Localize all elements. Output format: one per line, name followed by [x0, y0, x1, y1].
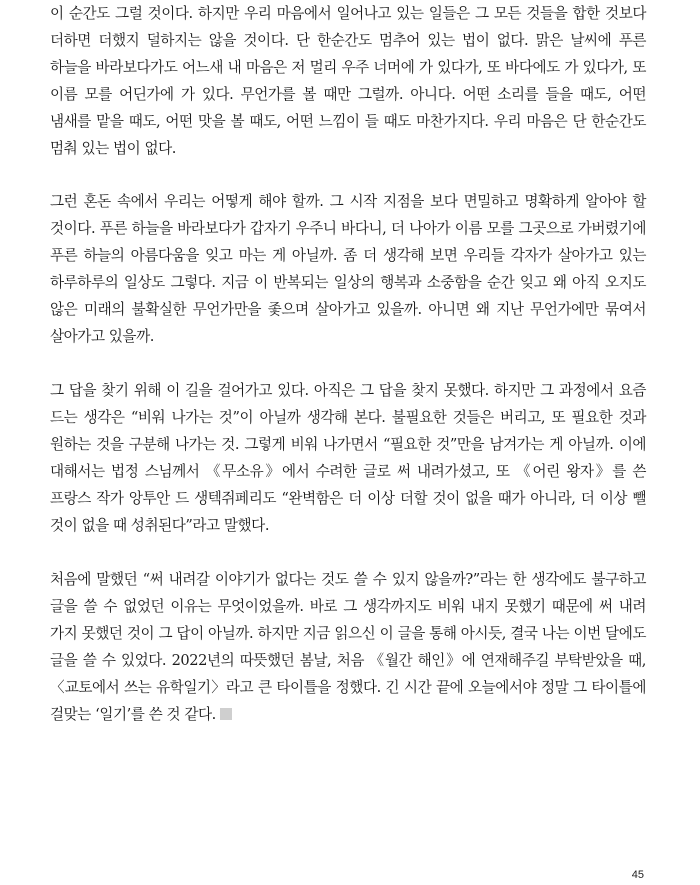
body-paragraph-4 — [50, 566, 646, 729]
body-paragraph-1: 이 순간도 그럴 것이다. 하지만 우리 마음에서 일어나고 있는 일들은 그 모든 것들을 합한 것보다 더하면 더했지 덜하지는 않을 것이다. 단 한순간도 멈추어 있는 법이 없다. 맑은 날씨에 푸른 하늘을 바라보다가도 어느새 내 마음은 저 멀리 우주 너머에 가 있다가, 또 바다에도 가 있다가, 또 이름 모를 어딘가에 가 있다. 무언가를 볼 때만 그럴까. 아니다. 어떤 소리를 들을 때도, 어떤 냄새를 맡을 때도, 어떤 맛을 볼 때도, 어떤 느낌이 들 때도 마찬가지다. 우리 마음은 단 한순간도 멈춰 있는 법이 없다. — [50, 5, 646, 158]
body-paragraph-2: 그런 혼돈 속에서 우리는 어떻게 해야 할까. 그 시작 지점을 보다 면밀하고 명확하게 알아야 할 것이다. 푸른 하늘을 바라보다가 갑자기 우주니 바다니, 더 나아가 이름 모를 그곳으로 가버렸기에 푸른 하늘의 아름다움을 잊고 마는 게 아닐까. 좀 더 생각해 보면 우리들 각자가 살아가고 있는 하루하루의 일상도 그렇다. 지금 이 반복되는 일상의 행복과 소중함을 순간 잊고 왜 아직 오지도 않은 미래의 불확실한 무언가만을 좇으며 살아가고 있을까. 아니면 왜 지난 무언가에만 묶여서 살아가고 있을까. — [50, 193, 646, 346]
end-of-article-mark — [220, 708, 232, 720]
body-paragraph-3: 그 답을 찾기 위해 이 길을 걸어가고 있다. 아직은 그 답을 찾지 못했다. 하지만 그 과정에서 요즘 드는 생각은 “비워 나가는 것”이 아닐까 생각해 본다. 불필요한 것들은 버리고, 또 필요한 것과 원하는 것을 구분해 나가는 것. 그렇게 비워 나가면서 “필요한 것”만을 남겨가는 게 아닐까. 이에 대해서는 법정 스님께서 《무소유》에서 수려한 글로 써 내려가셨고, 또 《어린 왕자》를 쓴 프랑스 작가 앙투안 드 생텍쥐페리도 “완벽함은 더 이상 더할 것이 없을 때가 아니라, 더 이상 뺄 것이 없을 때 성취된다”라고 말했다. — [50, 382, 646, 535]
page-number: 45 — [631, 869, 644, 881]
body-paragraph-4-text: 처음에 말했던 “써 내려갈 이야기가 없다는 것도 쓸 수 있지 않을까?”라는 한 생각에도 불구하고 글을 쓸 수 없었던 이유는 무엇이었을까. 바로 그 생각까지도 비워 내지 못했기 때문에 써 내려 가지 못했던 것이 그 답이 아닐까. 하지만 지금 읽으신 이 글을 통해 아시듯, 결국 나는 이번 달에도 글을 쓸 수 있었다. 2022년의 따뜻했던 봄날, 처음 《월간 해인》에 연재해주길 부탁받았을 때, 〈교토에서 쓰는 유학일기〉라고 큰 타이틀을 정했다. 긴 시간 끝에 오늘에서야 정말 그 타이틀에 걸맞는 ‘일기’를 쓴 것 같다. — [50, 571, 646, 724]
